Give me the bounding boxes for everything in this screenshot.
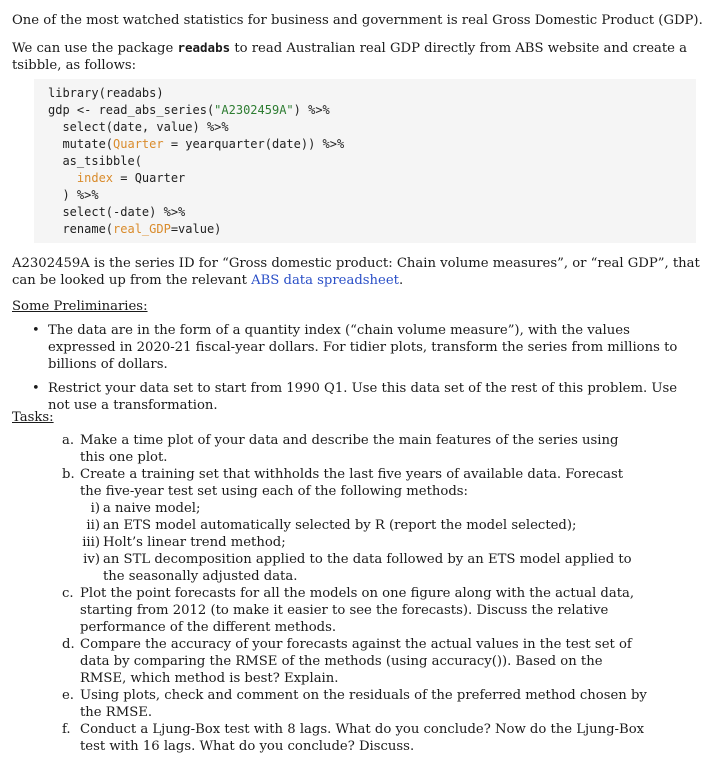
code-line-9: [48, 222, 221, 236]
readabs-paragraph: [12, 39, 712, 74]
code-arg-quarter: Quarter: [113, 137, 164, 151]
code-arg-real-gdp: real_GDP: [113, 222, 171, 236]
series-description-text: A2302459A is the series ID for “Gross domestic product: Chain volume measures”, or “real GDP”, that can be looked up from the relevant: [12, 256, 700, 288]
code-line-9-a: rename(: [48, 222, 114, 236]
code-line-8: select(-date) %>%: [48, 205, 186, 219]
task-b-sublist: [80, 500, 647, 585]
code-text: [48, 85, 344, 238]
code-string: "A2302459A": [214, 103, 294, 117]
code-line-1: library(readabs): [48, 86, 164, 100]
subtask-item: [80, 500, 647, 517]
subtask-label: iii): [82, 535, 100, 550]
subtask-label: ii): [86, 518, 100, 533]
code-line-3: select(date, value) %>%: [48, 120, 229, 134]
code-block: [34, 79, 696, 243]
subtask-item: [80, 551, 647, 585]
preliminaries-heading: Some Preliminaries:: [12, 299, 148, 314]
task-label: f.: [62, 722, 71, 737]
bullet-icon: •: [32, 323, 40, 338]
code-line-4: [48, 137, 344, 151]
code-line-6: [48, 171, 185, 185]
task-label: b.: [62, 467, 75, 482]
task-text: Make a time plot of your data and describe the main features of the series using this one plot.: [80, 433, 619, 465]
preliminaries-list: [30, 322, 690, 414]
abs-spreadsheet-link[interactable]: ABS data spreadsheet: [251, 273, 399, 288]
package-name: readabs: [177, 40, 231, 55]
series-description: [12, 255, 712, 289]
preliminary-item: [30, 322, 690, 373]
subtask-item: [80, 534, 647, 551]
task-text: Using plots, check and comment on the residuals of the preferred method chosen by the RMSE.: [80, 688, 647, 720]
readabs-text-pre: We can use the package: [12, 41, 178, 56]
task-text: Compare the accuracy of your forecasts against the actual values in the test set of data by comparing the RMSE of the methods (using accuracy()). Based on the RMSE, which method is best? Explain.: [80, 637, 632, 686]
task-text: Conduct a Ljung-Box test with 8 lags. What do you conclude? Now do the Ljung-Box test with 16 lags. What do you conclude? Discuss.: [80, 722, 645, 754]
task-item-a: [62, 432, 647, 466]
subtask-text: Holt’s linear trend method;: [103, 535, 286, 550]
code-line-6-b: = Quarter: [113, 171, 186, 185]
task-label: e.: [62, 688, 74, 703]
subtask-label: iv): [83, 552, 100, 567]
task-item-b: [62, 466, 647, 585]
task-label: a.: [62, 433, 75, 448]
preliminary-item-text: Restrict your data set to start from 1990 Q1. Use this data set of the rest of this problem. Use not use a transformation.: [48, 381, 678, 413]
intro-text: One of the most watched statistics for business and government is real Gross Domestic Product (GDP).: [12, 13, 703, 28]
task-text: Plot the point forecasts for all the models on one figure along with the actual data, starting from 2012 (to make it easier to see the forecasts). Discuss the relative performance of the different methods.: [80, 586, 635, 635]
subtask-label: i): [90, 501, 100, 516]
subtask-text: an ETS model automatically selected by R (report the model selected);: [103, 518, 577, 533]
code-line-4-b: = yearquarter(date)) %>%: [163, 137, 345, 151]
code-arg-index: index: [76, 171, 114, 185]
tasks-list: [62, 432, 647, 755]
code-line-6-a: [48, 171, 77, 185]
intro-paragraph: [12, 12, 712, 29]
task-item-c: [62, 585, 647, 636]
task-item-f: [62, 721, 647, 755]
task-item-e: [62, 687, 647, 721]
bullet-icon: •: [32, 381, 40, 396]
series-description-end: .: [398, 273, 404, 288]
task-text: Create a training set that withholds the last five years of available data. Forecast the five-year test set using each of the following methods:: [80, 467, 624, 499]
code-line-7: ) %>%: [48, 188, 99, 202]
subtask-item: [80, 517, 647, 534]
task-label: d.: [62, 637, 75, 652]
readabs-text-post: to read Australian real GDP directly from ABS website and create a tsibble, as follows:: [12, 41, 688, 73]
task-label: c.: [62, 586, 74, 601]
task-item-d: [62, 636, 647, 687]
tasks-heading: Tasks:: [12, 410, 54, 425]
code-line-2: [48, 103, 330, 117]
subtask-text: a naive model;: [103, 501, 201, 516]
code-line-2-a: gdp <- read_abs_series(: [48, 103, 215, 117]
code-line-9-b: =value): [170, 222, 222, 236]
subtask-text: an STL decomposition applied to the data followed by an ETS model applied to the seasonally adjusted data.: [103, 552, 632, 584]
code-line-4-a: mutate(: [48, 137, 114, 151]
code-line-2-b: ) %>%: [293, 103, 330, 117]
code-line-5: as_tsibble(: [48, 154, 142, 168]
preliminary-item-text: The data are in the form of a quantity index (“chain volume measure”), with the values expressed in 2020-21 fiscal-year dollars. For tidier plots, transform the series from millions to billions of dollars.: [48, 323, 678, 372]
